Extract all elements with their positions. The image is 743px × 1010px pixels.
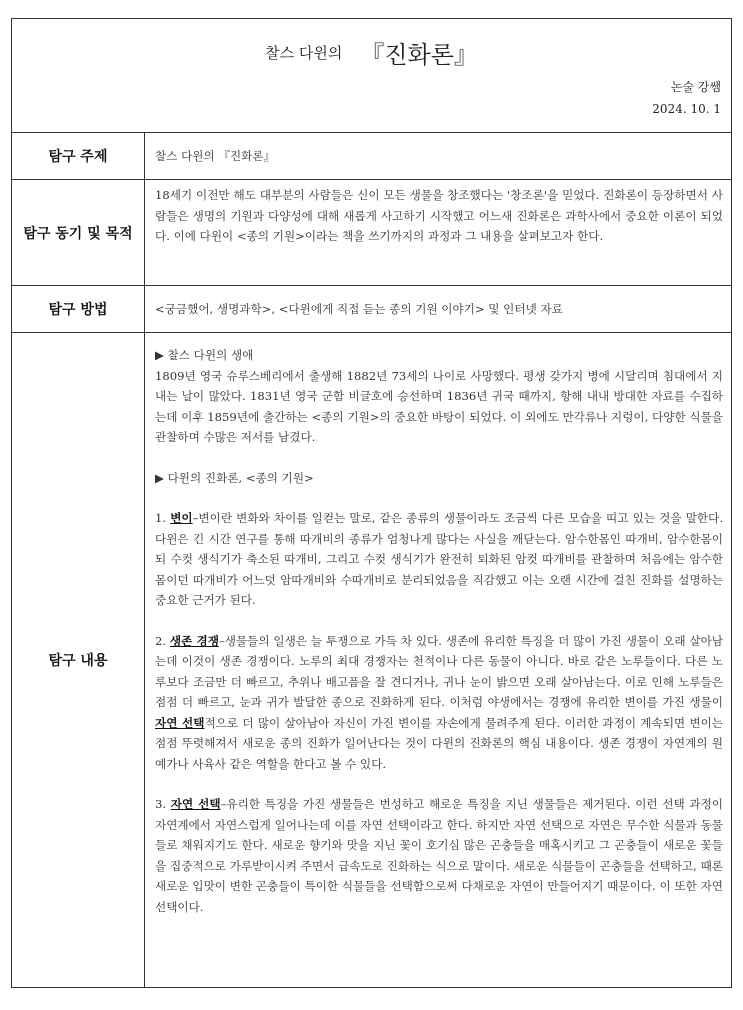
row-topic-label: 탐구 주제: [12, 133, 145, 179]
document-header: [12, 19, 731, 133]
row-body: [12, 333, 731, 987]
row-method-label: 탐구 방법: [12, 286, 145, 332]
title-main: 『진화론』: [360, 41, 478, 69]
row-method: [12, 286, 731, 333]
row-motive: [12, 180, 731, 286]
keyword-variation: 변이: [170, 511, 193, 525]
document-title: [12, 35, 731, 70]
keyword-struggle: 생존 경쟁: [169, 633, 219, 648]
point-text: –변이란 변화와 차이를 일컫는 말로, 같은 종류의 생물이라도 조금씩 다른 모습을 띠고 있는 것을 말한다. 다윈은 긴 시간 연구를 통해 따개비의 종류가 엄청나게 많다는 사실을 깨닫는다. 암수한몸인 따개비, 암수한몸이되 수컷 생식기가 축소된 따개비, 그리고 수컷 생식기가 완전히 퇴화된 암컷 따개비를 관찰하며 처음에는 암수한몸이던 따개비가 어느덧 암따개비와 수따개비로 분리되었음을 직감했고 이는 오랜 시간에 걸친 진화를 설명하는 중요한 근거가 된다.: [155, 511, 724, 607]
keyword-natural-selection-inline: 자연 선택: [155, 715, 205, 730]
author-name: 논술 강쌤: [670, 80, 721, 94]
life-paragraph: 1809년 영국 슈루스베리에서 출생해 1882년 73세의 나이로 사망했다. 평생 갖가지 병에 시달리며 침대에서 지내는 날이 많았다. 1831년 영국 군함 비글호에 승선하며 1836년 귀국 때까지, 항해 내내 방대한 자료를 수집하는데 이후 1859년에 출간하는 <종의 기원>의 중요한 바탕이 되었다. 이 외에도 만각류나 지렁이, 다양한 식물을 관찰하며 수많은 저서를 남겼다.: [155, 368, 723, 444]
row-motive-content: 18세기 이전만 해도 대부분의 사람들은 신이 모든 생물을 창조했다는 '창조론'을 믿었다. 진화론이 등장하면서 사람들은 생명의 기원과 다양성에 대해 새롭게 사고하기 시작했고 어느새 진화론은 과학사에서 중요한 이론이 되었다. 이에 다윈이 <종의 기원>이라는 책을 쓰기까지의 과정과 그 내용을 살펴보고자 한다.: [155, 188, 723, 243]
point-text: –유리한 특징을 가진 생물들은 번성하고 해로운 특징을 지닌 생물들은 제거된다. 이런 선택 과정이 자연계에서 자연스럽게 일어나는데 이를 자연 선택이라고 한다. 하지만 자연 선택으로 자연은 무수한 식물과 동물들로 채워지기도 한다. 새로운 향기와 맛을 지닌 꽃이 호기심 많은 곤충들을 매혹시키고 그 곤충들이 새로운 꽃들을 집중적으로 가루받이시켜 주면서 급속도로 진화하는 식으로 말이다. 새로운 식물들이 곤충들을 선택하고, 때론 새로운 입맛이 변한 곤충들이 특이한 식물들을 선택함으로써 다채로운 자연이 만들어지기 때문이다. 이 또한 자연 선택이다.: [155, 797, 723, 914]
life-heading: ▶ 찰스 다윈의 생애: [155, 348, 254, 362]
row-body-content: [146, 333, 731, 987]
document-sheet: [11, 18, 732, 988]
point-selection: [155, 794, 723, 917]
theory-heading: ▶ 다윈의 진화론, <종의 기원>: [155, 470, 314, 485]
point-text: –생물들의 일생은 늘 투쟁으로 가득 차 있다. 생존에 유리한 특징을 더 많이 가진 생물이 오래 살아남는데 이것이 생존 경쟁이다. 노루의 최대 경쟁자는 천적이나 다른 동물이 아니다. 바로 같은 노루들이다. 다른 노루보다 조금만 더 빠르고, 추위나 배고픔을 잘 견디거나, 귀나 눈이 밝으면 오래 살아남는다. 이로 인해 노루들은 점점 더 빠르고, 눈과 귀가 발달한 종으로 진화하게 된다. 이처럼 야생에서는 경쟁에 유리한 변이를 가진 생물이: [155, 633, 723, 709]
keyword-selection: 자연 선택: [170, 797, 221, 811]
row-body-label: 탐구 내용: [12, 333, 145, 987]
row-topic: [12, 133, 731, 180]
point-number: 3.: [155, 797, 171, 811]
point-struggle: [155, 631, 723, 775]
row-topic-content: 찰스 다윈의 『진화론』: [155, 148, 276, 163]
title-prefix: 찰스 다윈의: [265, 44, 343, 62]
point-number: 1.: [155, 511, 171, 525]
row-method-content: <궁금했어, 생명과학>, <다윈에게 직접 듣는 종의 기원 이야기> 및 인터넷 자료: [155, 301, 563, 316]
point-number: 2.: [155, 633, 170, 648]
point-text: 적으로 더 많이 살아남아 자신이 가진 변이를 자손에게 물려주게 된다. 이러한 과정이 계속되면 변이는 점점 뚜렷해져서 새로운 종의 진화가 일어난다는 것이 다윈의 진화론의 핵심 내용이다. 생존 경쟁이 자연계의 원예가나 사육사 같은 역할을 한다고 볼 수 있다.: [155, 715, 723, 771]
document-date: 2024. 10. 1: [652, 102, 721, 116]
row-motive-label: 탐구 동기 및 목적: [12, 180, 145, 285]
point-variation: [155, 508, 723, 611]
